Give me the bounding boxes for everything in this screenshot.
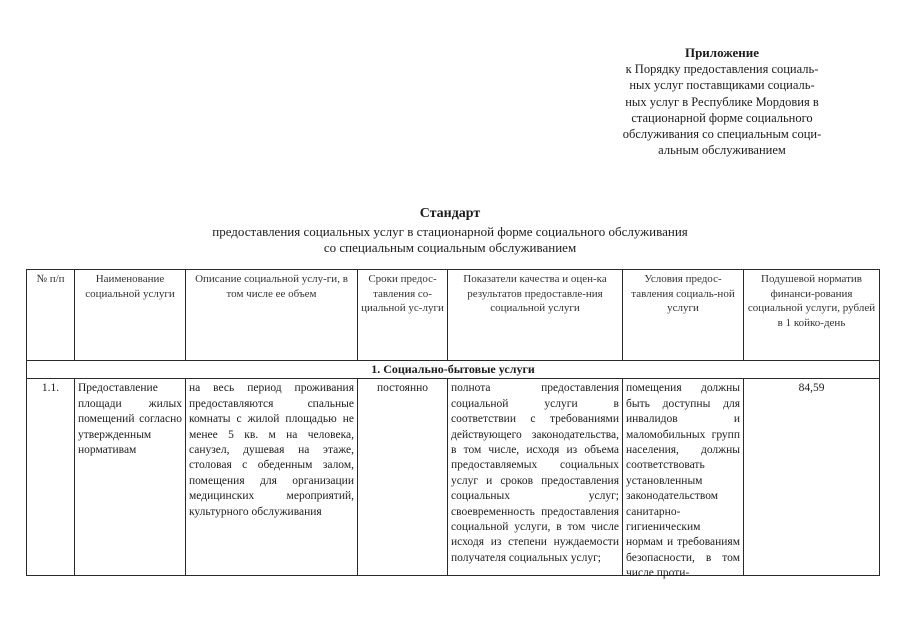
- table-row: [27, 379, 880, 576]
- appendix-line: альным обслуживанием: [658, 143, 786, 158]
- appendix-line: ных услуг поставщиками социаль-: [629, 78, 815, 93]
- header-norm: Подушевой норматив финанси-рования социальной услуги, рублей в 1 койко-день: [744, 270, 880, 361]
- appendix-line: ных услуг в Республике Мордовия в: [625, 94, 819, 109]
- appendix-line: обслуживания со специальным соци-: [622, 127, 822, 142]
- cell-description: [186, 379, 358, 576]
- appendix-heading: Приложение: [684, 45, 760, 60]
- document-title-block: [150, 206, 750, 257]
- appendix-line: стационарной форме социального: [631, 110, 813, 125]
- cell-quality-text: полнота предоставления социальной услуги в соответствии с требованиями действующего законодательства, в том числе, исходя из объема предоставляемых социальных услуг и сроков предоставления социальных услуг; своевременность предоставления социальной услуги, в том числе исходя из степени нуждаемости получателя социальных услуг;: [451, 382, 619, 564]
- section-title: 1. Социально-бытовые услуги: [27, 361, 880, 379]
- section-row: [27, 361, 880, 379]
- cell-conditions: [623, 379, 744, 580]
- cell-num: 1.1.: [27, 379, 75, 576]
- standard-table: [26, 269, 880, 580]
- document-subtitle-line1: предоставления социальных услуг в стационарной форме социального обслуживания: [212, 223, 688, 239]
- document-subtitle-line2: со специальным социальным обслуживанием: [323, 240, 577, 255]
- cell-conditions-text: помещения должны быть доступны для инвалидов и маломобильных групп населения, должны соответствовать установленным законодательством санитарно-гигиеническим нормам и требованиям безопасности, в том числе проти-: [626, 382, 740, 580]
- header-conditions: Условия предос-тавления социаль-ной услуги: [623, 270, 744, 361]
- header-name: Наименование социальной услуги: [75, 270, 186, 361]
- header-quality: Показатели качества и оцен-ка результатов предоставле-ния социальной услуги: [448, 270, 623, 361]
- cell-description-text: на весь период проживания предоставляются спальные комнаты с жилой площадью не менее 5 кв. м на человека, санузел, душевая на этаже, столовая с обеденным залом, помещения для организации медицинских мероприятий, культурного обслуживания: [189, 382, 354, 518]
- cell-name: [75, 379, 186, 576]
- document-title: Стандарт: [419, 206, 481, 221]
- table-header-row: [27, 270, 880, 361]
- appendix-block: [596, 45, 848, 158]
- cell-quality: [448, 379, 623, 576]
- header-term: Сроки предос-тавления со-циальной ус-луги: [358, 270, 448, 361]
- cell-term: постоянно: [358, 379, 448, 576]
- header-description: Описание социальной услу-ги, в том числе ее объем: [186, 270, 358, 361]
- appendix-line: к Порядку предоставления социаль-: [625, 62, 819, 77]
- cell-norm: 84,59: [744, 379, 880, 576]
- cell-name-text: Предоставление площади жилых помещений согласно утвержденным нормативам: [78, 382, 182, 457]
- header-num: № п/п: [27, 270, 75, 361]
